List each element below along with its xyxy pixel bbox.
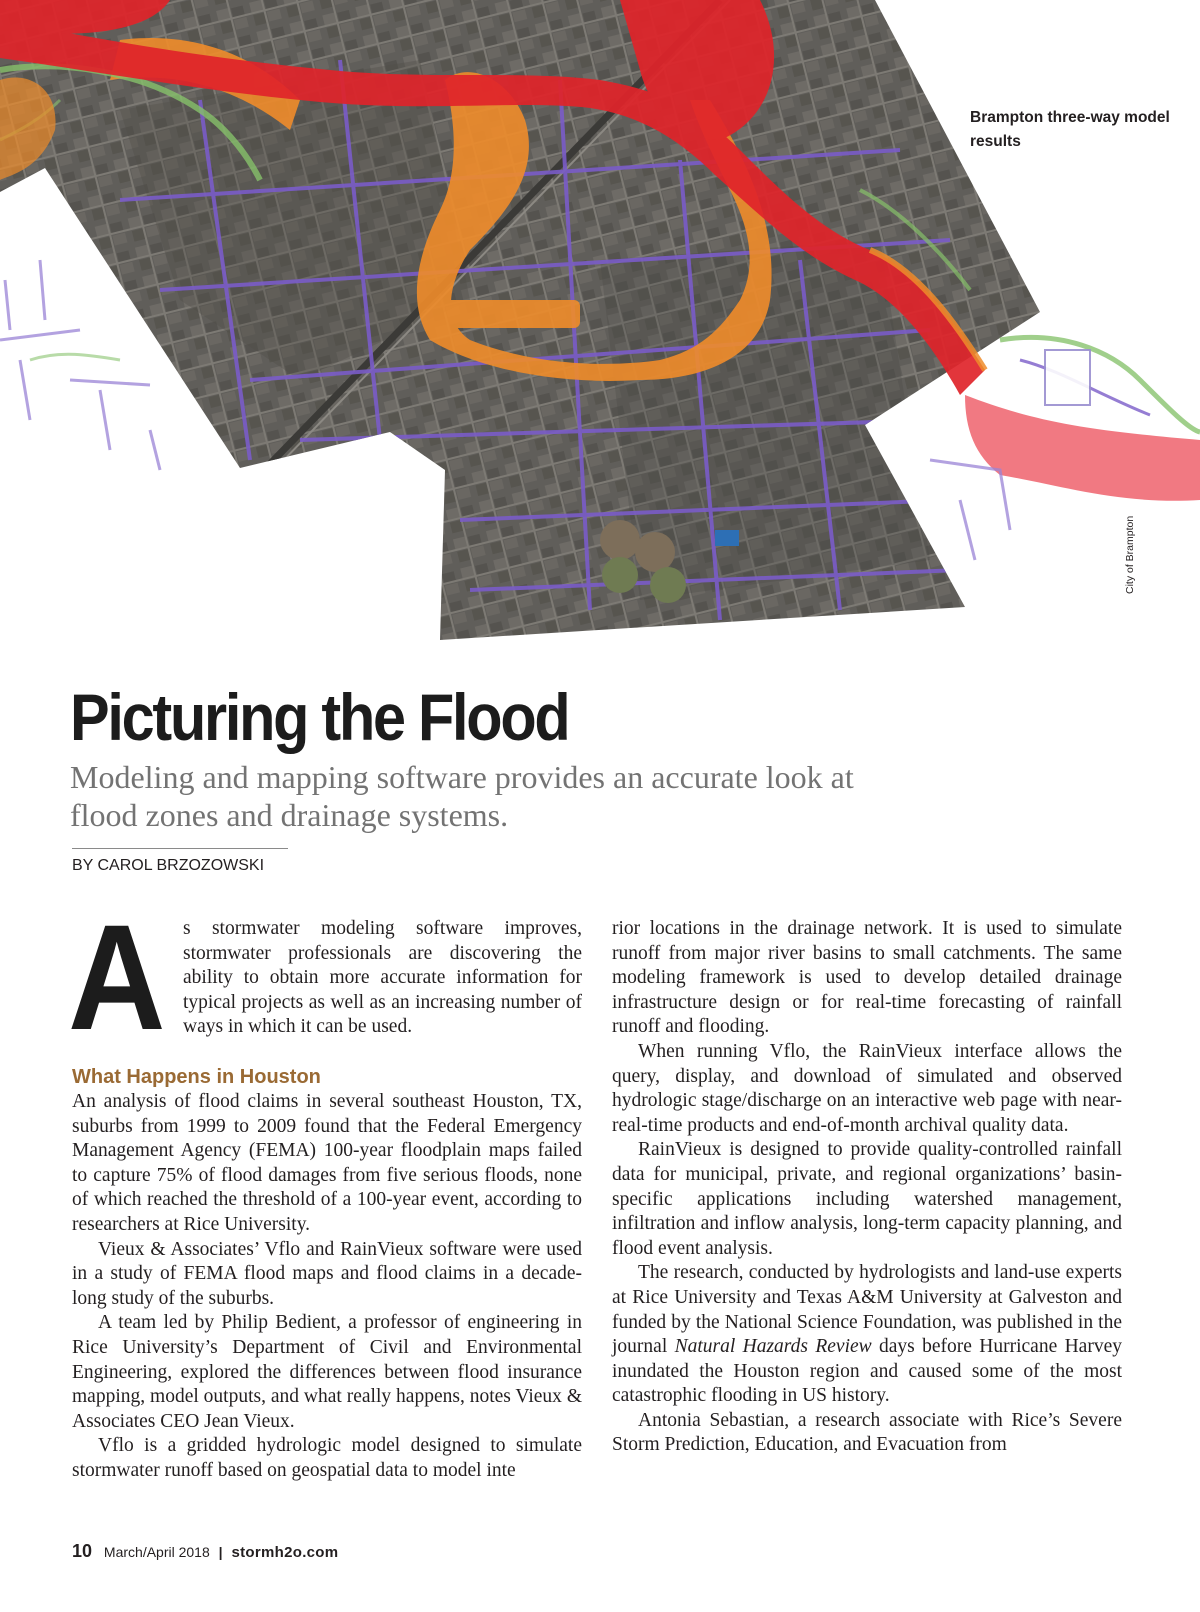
body-paragraph [612,1261,1122,1409]
figure-caption: Brampton three-way model results [970,109,1170,150]
drop-cap: A [68,893,166,1061]
body-paragraph: When running Vflo, the RainVieux interface allows the query, display, and download of simulated and observed hydrologic stage/discharge on an interactive web page with near-real-time products and end-of-month archival quality data. [612,1040,1122,1136]
footer-separator: | [218,1544,223,1560]
text-run: The research, conducted by hydrologists and land-use experts at Rice University and Texas A&M University at Galveston and funded by the National Science Foundation, was published in the journal [612,1262,1122,1358]
body-paragraph: An analysis of flood claims in several southeast Houston, TX, suburbs from 1999 to 2009 found that the Federal Emergency Management Agency (FEMA) 100-year floodplain maps failed to capture 75% of flood damages from five serious floods, none of which reached the threshold of a 100-year event, according to researchers at Rice University. [72,1090,582,1235]
photo-credit: City of Brampton [1124,515,1136,594]
body-paragraph: Vieux & Associates’ Vflo and RainVieux software were used in a study of FEMA flood maps and flood claims in a decade-long study of the suburbs. [72,1238,582,1309]
article-column-left [68,893,582,1483]
text-run: days before Hurricane Harvey inundated the Houston region and caused some of the most catastrophic flooding in US history. [612,1336,1122,1407]
body-paragraph: rior locations in the drainage network. It is used to simulate runoff from major river basins to small catchments. The same modeling framework is used to develop detailed drainage infrastructure design or for real-time forecasting of rainfall runoff and flooding. [612,918,1122,1038]
flood-map-figure [0,0,1200,640]
journal-name: Natural Hazards Review [674,1336,872,1358]
issue-date: March/April 2018 [103,1544,210,1560]
website-link[interactable]: stormh2o.com [231,1544,339,1561]
body-paragraph: A team led by Philip Bedient, a professor of engineering in Rice University’s Department of Civil and Environmental Engineering, explored the differences between flood insurance mapping, model outputs, and what really happens, notes Vieux & Associates CEO Jean Vieux. [72,1312,582,1432]
body-paragraph: Antonia Sebastian, a research associate with Rice’s Severe Storm Prediction, Education, and Evacuation from [612,1409,1122,1456]
intro-paragraph: s stormwater modeling software improves, stormwater professionals are discovering the ability to obtain more accurate information for typical projects as well as an increasing number of ways in which it can be used. [183,918,582,1038]
flood-model-map [0,0,1200,640]
article-title: Picturing the Flood [70,680,569,754]
body-paragraph: Vflo is a gridded hydrologic model designed to simulate stormwater runoff based on geospatial data to model inte [72,1435,582,1481]
article-column-right [612,917,1122,1458]
page-footer [72,1541,338,1562]
article-subtitle: Modeling and mapping software provides an accurate look at flood zones and drainage systems. [70,759,854,833]
byline: BY CAROL BRZOZOWSKI [72,848,288,875]
body-paragraph: RainVieux is designed to provide quality-controlled rainfall data for municipal, private, and regional organizations’ basin-specific applications including watershed management, infiltration and inflow analysis, long-term capacity planning, and flood event analysis. [612,1139,1122,1259]
page-number: 10 [72,1541,93,1561]
section-heading: What Happens in Houston [72,1065,321,1088]
